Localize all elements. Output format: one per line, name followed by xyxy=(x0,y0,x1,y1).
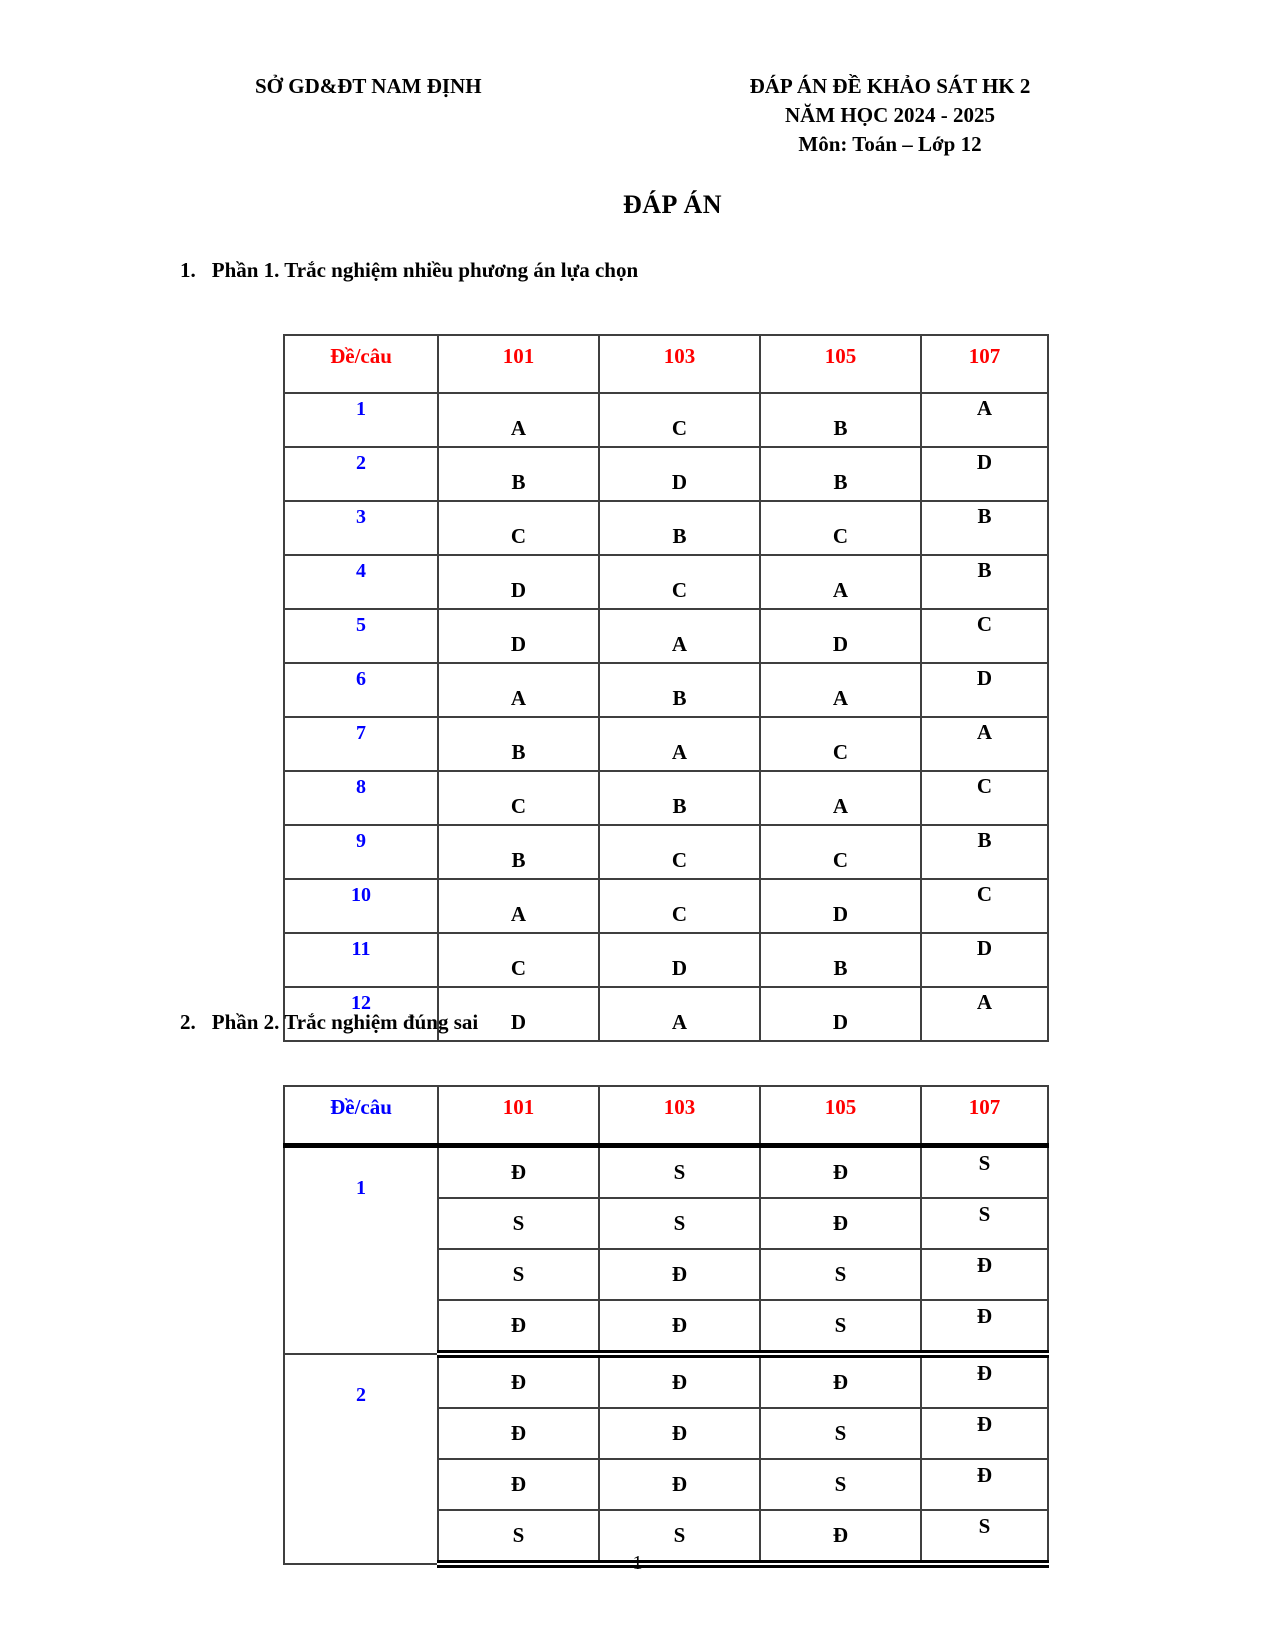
table-header-row xyxy=(284,335,1048,393)
tf-answer-cell: Đ xyxy=(760,1198,921,1249)
answer-cell: A xyxy=(921,717,1048,771)
tf-answer-cell: S xyxy=(921,1198,1048,1249)
tf-answer-cell: Đ xyxy=(760,1146,921,1199)
question-number: 1 xyxy=(284,393,438,447)
mcq-answer-row xyxy=(284,717,1048,771)
answer-cell: B xyxy=(921,825,1048,879)
answer-cell: B xyxy=(760,393,921,447)
tf-answer-cell: S xyxy=(599,1198,760,1249)
tf-answer-cell: Đ xyxy=(921,1249,1048,1300)
tf-answer-cell: Đ xyxy=(921,1354,1048,1408)
question-number: 8 xyxy=(284,771,438,825)
doc-title-line2: NĂM HỌC 2024 - 2025 xyxy=(785,103,995,127)
answer-cell: C xyxy=(599,393,760,447)
tf-table-header xyxy=(284,1086,1048,1146)
tf-answer-cell: S xyxy=(921,1146,1048,1199)
tf-answer-cell: Đ xyxy=(599,1300,760,1354)
answer-cell: A xyxy=(599,987,760,1041)
tf-answer-cell: S xyxy=(760,1249,921,1300)
tf-answer-cell: Đ xyxy=(438,1300,599,1354)
mcq-answer-row xyxy=(284,555,1048,609)
tf-table-body xyxy=(284,1146,1048,1565)
tf-answer-cell: Đ xyxy=(599,1249,760,1300)
answer-cell: C xyxy=(760,825,921,879)
question-number: 9 xyxy=(284,825,438,879)
answer-cell: A xyxy=(921,393,1048,447)
answer-cell: B xyxy=(760,447,921,501)
header-cell-exam-code: 107 xyxy=(921,335,1048,393)
doc-title-line3: Môn: Toán – Lớp 12 xyxy=(798,132,982,156)
answer-cell: C xyxy=(599,825,760,879)
header-cell-exam-code: 103 xyxy=(599,1086,760,1146)
question-number: 11 xyxy=(284,933,438,987)
tf-answer-cell: Đ xyxy=(921,1459,1048,1510)
answer-cell: A xyxy=(438,879,599,933)
answer-cell: C xyxy=(921,879,1048,933)
tf-answer-cell: Đ xyxy=(599,1459,760,1510)
tf-answer-cell: Đ xyxy=(438,1459,599,1510)
section-1-number: 1. xyxy=(180,258,196,282)
answer-cell: B xyxy=(438,825,599,879)
answer-cell: B xyxy=(599,771,760,825)
header-cell-exam-code: 101 xyxy=(438,335,599,393)
tf-answer-cell: S xyxy=(599,1510,760,1564)
tf-answer-cell: Đ xyxy=(921,1408,1048,1459)
table-header-row xyxy=(284,1086,1048,1146)
answer-cell: D xyxy=(921,663,1048,717)
tf-answer-cell: Đ xyxy=(599,1408,760,1459)
answer-cell: D xyxy=(599,447,760,501)
tf-answer-cell: S xyxy=(760,1300,921,1354)
answer-cell: A xyxy=(438,393,599,447)
mcq-answer-table xyxy=(283,334,1049,1042)
tf-answer-cell: Đ xyxy=(599,1354,760,1408)
doc-title-line1: ĐÁP ÁN ĐỀ KHẢO SÁT HK 2 xyxy=(749,74,1031,98)
answer-cell: D xyxy=(760,987,921,1041)
header-cell-de-cau: Đề/câu xyxy=(284,1086,438,1146)
mcq-table-body xyxy=(284,393,1048,1041)
header-cell-exam-code: 107 xyxy=(921,1086,1048,1146)
answer-cell: D xyxy=(921,447,1048,501)
answer-cell: D xyxy=(760,609,921,663)
tf-answer-cell: S xyxy=(921,1510,1048,1564)
answer-cell: A xyxy=(760,555,921,609)
mcq-answer-row xyxy=(284,393,1048,447)
answer-cell: C xyxy=(438,933,599,987)
tf-answer-cell: S xyxy=(760,1408,921,1459)
section-2-number: 2. xyxy=(180,1010,196,1034)
mcq-answer-row xyxy=(284,609,1048,663)
answer-cell: B xyxy=(599,501,760,555)
mcq-answer-row xyxy=(284,879,1048,933)
tf-answer-row xyxy=(284,1146,1048,1199)
section-1-title: Phần 1. Trắc nghiệm nhiều phương án lựa chọn xyxy=(211,258,639,282)
mcq-answer-row xyxy=(284,663,1048,717)
tf-answer-cell: Đ xyxy=(438,1408,599,1459)
tf-answer-cell: Đ xyxy=(921,1300,1048,1354)
answer-cell: C xyxy=(760,717,921,771)
answer-cell: D xyxy=(760,879,921,933)
answer-cell: C xyxy=(921,771,1048,825)
question-number: 12 xyxy=(284,987,438,1041)
answer-cell: A xyxy=(599,609,760,663)
doc-header-block xyxy=(700,72,1080,159)
mcq-answer-row xyxy=(284,771,1048,825)
true-false-answer-table xyxy=(283,1085,1049,1568)
answer-cell: A xyxy=(760,771,921,825)
mcq-answer-row xyxy=(284,501,1048,555)
header-cell-exam-code: 105 xyxy=(760,1086,921,1146)
mcq-answer-row xyxy=(284,825,1048,879)
answer-cell: A xyxy=(438,663,599,717)
question-group-number: 2 xyxy=(284,1354,438,1564)
tf-answer-cell: S xyxy=(599,1146,760,1199)
question-number: 6 xyxy=(284,663,438,717)
answer-cell: C xyxy=(921,609,1048,663)
header-cell-exam-code: 101 xyxy=(438,1086,599,1146)
header-cell-exam-code: 103 xyxy=(599,335,760,393)
answer-cell: C xyxy=(599,555,760,609)
answer-cell: A xyxy=(760,663,921,717)
answer-cell: C xyxy=(760,501,921,555)
answer-cell: D xyxy=(438,609,599,663)
answer-cell: C xyxy=(438,771,599,825)
mcq-answer-row xyxy=(284,933,1048,987)
tf-answer-cell: Đ xyxy=(438,1354,599,1408)
answer-cell: B xyxy=(438,717,599,771)
mcq-table-header xyxy=(284,335,1048,393)
answer-cell: C xyxy=(599,879,760,933)
tf-answer-cell: Đ xyxy=(438,1146,599,1199)
tf-answer-cell: S xyxy=(438,1249,599,1300)
tf-answer-row xyxy=(284,1354,1048,1408)
answer-cell: B xyxy=(921,555,1048,609)
section-1-heading xyxy=(180,258,638,283)
tf-answer-cell: S xyxy=(438,1198,599,1249)
question-group-number: 1 xyxy=(284,1146,438,1355)
tf-answer-cell: Đ xyxy=(760,1354,921,1408)
tf-answer-cell: S xyxy=(760,1459,921,1510)
answer-cell: B xyxy=(921,501,1048,555)
page-number: 1 xyxy=(632,1552,643,1574)
header-cell-exam-code: 105 xyxy=(760,335,921,393)
answer-cell: B xyxy=(438,447,599,501)
answer-cell: B xyxy=(599,663,760,717)
answer-cell: D xyxy=(599,933,760,987)
answer-key-title: ĐÁP ÁN xyxy=(622,190,723,219)
answer-cell: A xyxy=(921,987,1048,1041)
header-cell-de-cau: Đề/câu xyxy=(284,335,438,393)
question-number: 7 xyxy=(284,717,438,771)
tf-answer-cell: Đ xyxy=(760,1510,921,1564)
question-number: 5 xyxy=(284,609,438,663)
section-2-title: Phần 2. Trắc nghiệm đúng sai xyxy=(211,1010,479,1034)
question-number: 2 xyxy=(284,447,438,501)
question-number: 4 xyxy=(284,555,438,609)
answer-cell: D xyxy=(438,555,599,609)
answer-cell: B xyxy=(760,933,921,987)
section-2-heading xyxy=(180,1010,478,1035)
question-number: 10 xyxy=(284,879,438,933)
tf-answer-cell: S xyxy=(438,1510,599,1564)
org-name: SỞ GD&ĐT NAM ĐỊNH xyxy=(255,74,482,98)
answer-cell: D xyxy=(921,933,1048,987)
mcq-answer-row xyxy=(284,447,1048,501)
answer-cell: C xyxy=(438,501,599,555)
answer-cell: A xyxy=(599,717,760,771)
question-number: 3 xyxy=(284,501,438,555)
answer-cell: D xyxy=(438,987,599,1041)
